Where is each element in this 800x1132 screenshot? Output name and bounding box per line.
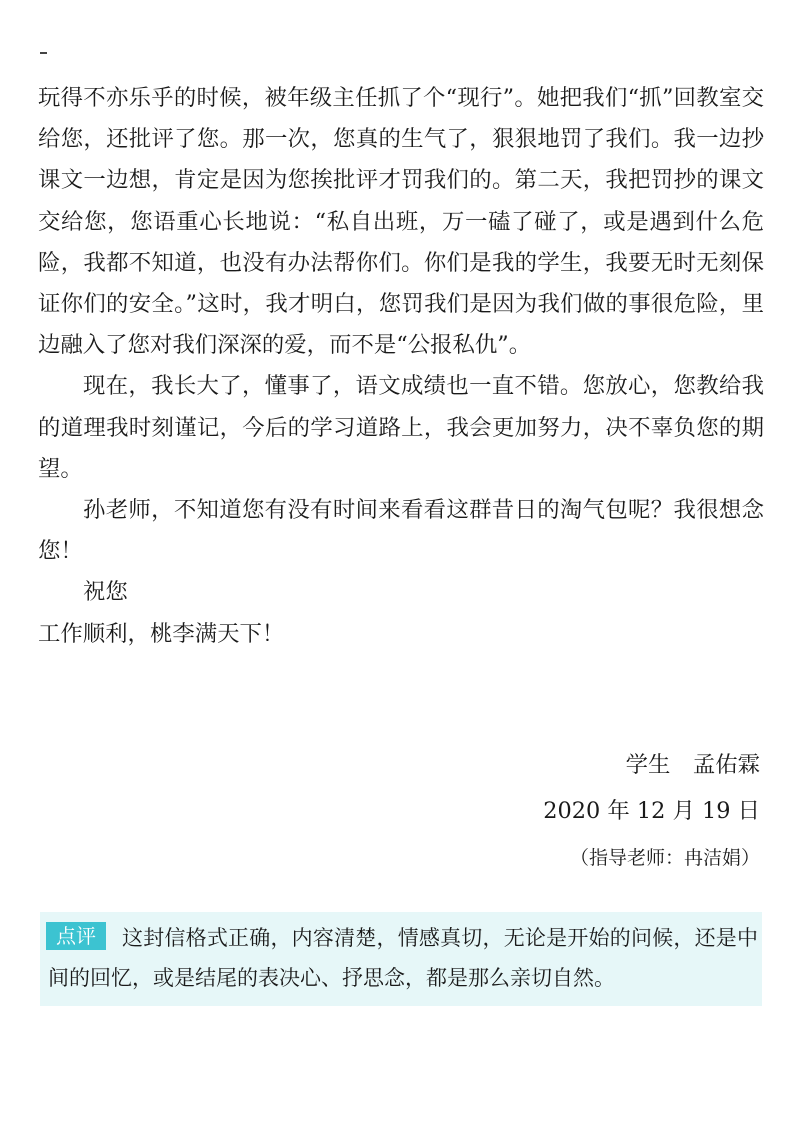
page-mark xyxy=(40,52,47,54)
comment-tag: 点评 xyxy=(46,922,106,950)
letter-date: 2020 年 12 月 19 日 xyxy=(543,798,760,824)
letter-wish: 工作顺利，桃李满天下！ xyxy=(38,620,285,647)
comment-box xyxy=(40,912,762,1006)
letter-body xyxy=(38,78,764,655)
letter-signature: 学生 孟佑霖 xyxy=(625,752,760,778)
letter-closing: 祝您 xyxy=(83,579,128,606)
letter-paragraph: 玩得不亦乐乎的时候，被年级主任抓了个“现行”。她把我们“抓”回教室交给您，还批评了您。那一次，您真的生气了，狠狠地罚了我们。我一边抄课文一边想，肯定是因为您挨批评才罚我们的。第二天，我把罚抄的课文交给您，您语重心长地说：“私自出班，万一磕了碰了，或是遇到什么危险，我都不知道，也没有办法帮你们。你们是我的学生，我要无时无刻保证你们的安全。”这时，我才明白，您罚我们是因为我们做的事很危险，里边融入了您对我们深深的爱，而不是“公报私仇”。 xyxy=(38,85,764,359)
letter-paragraph: 孙老师，不知道您有没有时间来看看这群昔日的淘气包呢？我很想念您！ xyxy=(38,497,764,565)
comment-text: 这封信格式正确，内容清楚，情感真切，无论是开始的问候，还是中间的回忆，或是结尾的表决心、抒思念，都是那么亲切自然。 xyxy=(48,926,758,990)
letter-paragraph: 现在，我长大了，懂事了，语文成绩也一直不错。您放心，您教给我的道理我时刻谨记，今后的学习道路上，我会更加努力，决不辜负您的期望。 xyxy=(38,373,764,482)
teacher-note: （指导老师：冉洁娟） xyxy=(569,847,760,869)
